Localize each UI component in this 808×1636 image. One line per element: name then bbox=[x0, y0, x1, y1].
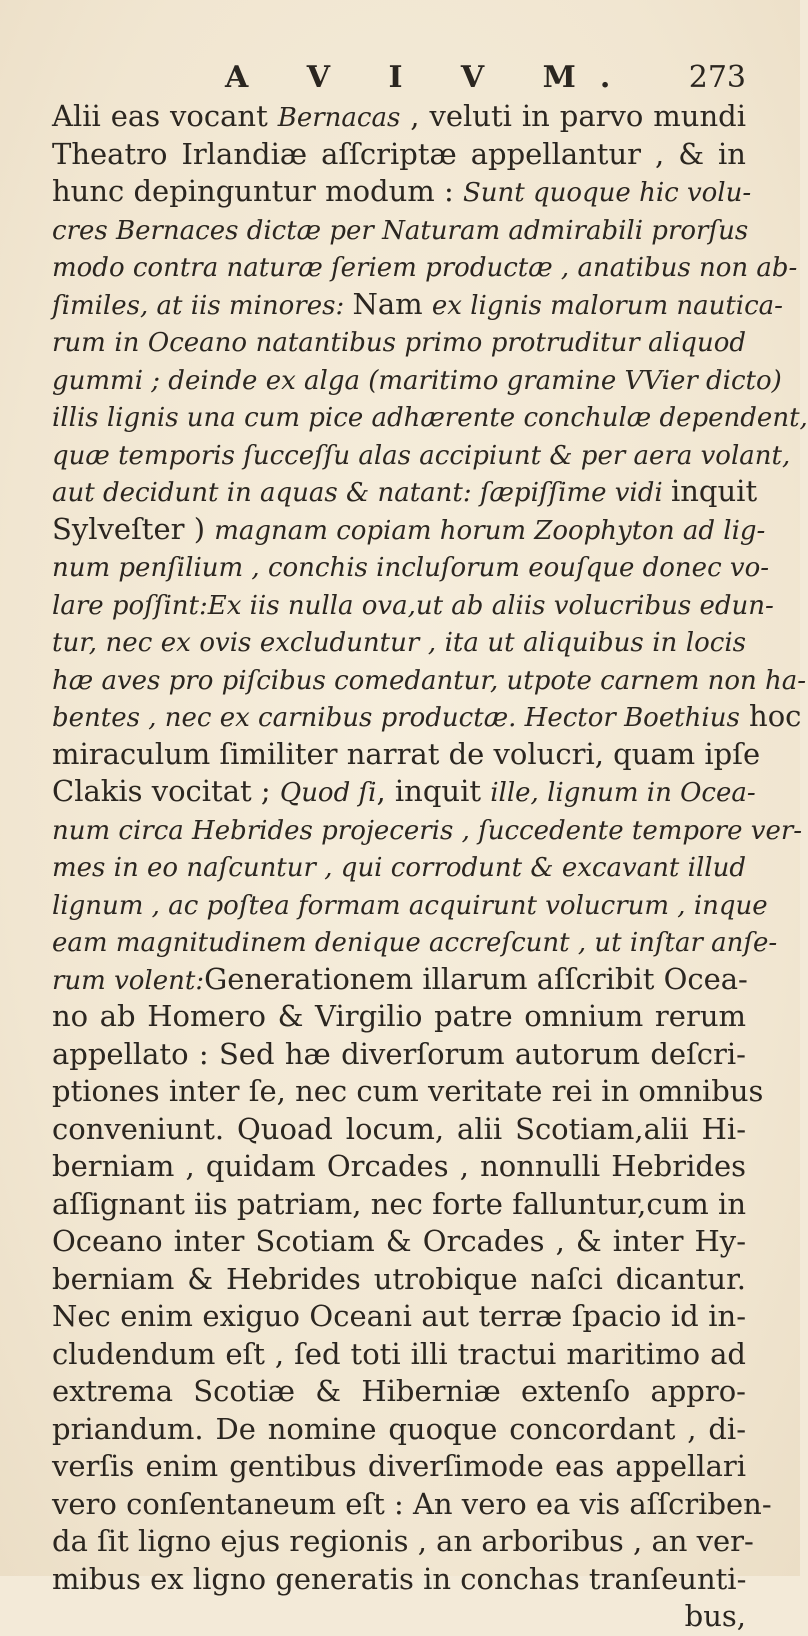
roman-text: priandum. De nomine quoque concordant , di- bbox=[52, 1411, 746, 1446]
text-line bbox=[52, 961, 746, 999]
roman-text: vero conſentaneum eſt : An vero ea vis aſſcriben- bbox=[52, 1486, 772, 1521]
text-line bbox=[52, 1411, 746, 1449]
text-line bbox=[52, 248, 798, 286]
italic-text: eam magnitudinem denique accreſcunt , ut inſtar anſe- bbox=[52, 928, 778, 958]
text-line bbox=[52, 1373, 746, 1411]
roman-text: ptiones inter ſe, nec cum veritate rei in omnibus bbox=[52, 1074, 764, 1108]
roman-text: conveniunt. Quoad locum, alii Scotiam,alii Hi- bbox=[52, 1111, 746, 1146]
italic-text: lignum , ac poſtea formam acquirunt volucrum , inque bbox=[52, 890, 768, 921]
text-line bbox=[52, 698, 802, 736]
roman-text: inquit bbox=[670, 474, 758, 508]
page-number: 273 bbox=[688, 60, 746, 95]
text-line bbox=[52, 1523, 754, 1561]
text-line bbox=[52, 1448, 746, 1486]
italic-text: ille, lignum in Ocea- bbox=[490, 778, 756, 808]
roman-text: Sylveſter ) bbox=[52, 511, 215, 546]
running-head bbox=[0, 60, 800, 100]
text-line bbox=[52, 773, 756, 811]
italic-text: bentes , nec ex carnibus productæ. Hector Boethius bbox=[52, 703, 740, 733]
italic-text: magnam copiam horum Zoophyton ad lig- bbox=[214, 515, 766, 546]
italic-text: rum volent: bbox=[52, 965, 205, 996]
italic-text: Sunt quoque hic volu- bbox=[462, 178, 752, 208]
text-line bbox=[52, 811, 803, 849]
italic-text: ſimiles, at iis minores: bbox=[52, 290, 353, 321]
text-line bbox=[52, 548, 770, 586]
italic-text: modo contra naturæ ſeriem productæ , anatibus non ab- bbox=[52, 253, 798, 283]
roman-text: , inquit bbox=[376, 774, 491, 808]
italic-text: lare poſſint:Ex iis nulla ova,ut ab aliis volucribus edun- bbox=[52, 590, 774, 621]
text-line bbox=[52, 1073, 764, 1111]
text-line bbox=[52, 661, 807, 699]
roman-text: verſis enim gentibus diverſimode eas appellari bbox=[52, 1449, 746, 1483]
text-line bbox=[52, 1111, 746, 1149]
italic-text: num penſilium , conchis incluſorum eouſque donec vo- bbox=[52, 553, 770, 583]
text-line bbox=[52, 886, 768, 924]
text-line bbox=[52, 1223, 746, 1261]
roman-text: bus, bbox=[684, 1599, 746, 1633]
roman-text: appellato : Sed hæ diverſorum autorum deſcri- bbox=[52, 1036, 746, 1071]
roman-text: Theatro Irlandiæ aſſcriptæ appellantur , & in bbox=[52, 136, 746, 171]
roman-text: Alii eas vocant bbox=[52, 99, 278, 133]
italic-text: gummi ; deinde ex alga (maritimo gramine VVier dicto) bbox=[52, 365, 782, 396]
roman-text: Generationem illarum aſſcribit Ocea- bbox=[204, 961, 748, 996]
text-line bbox=[52, 1336, 746, 1374]
italic-text: ex lignis malorum nautica- bbox=[431, 290, 783, 321]
italic-text: num circa Hebrides projeceris , ſuccedente tempore ver- bbox=[52, 815, 803, 846]
italic-text: rum in Oceano natantibus primo protruditur aliquod bbox=[52, 328, 746, 358]
text-line bbox=[52, 286, 783, 324]
italic-text: cres Bernaces dictæ per Naturam admirabili prorſus bbox=[52, 215, 749, 246]
italic-text: Quod ſi bbox=[279, 778, 377, 808]
roman-text: no ab Homero & Virgilio patre omnium rerum bbox=[52, 999, 746, 1033]
text-line bbox=[52, 923, 778, 961]
body-text bbox=[52, 98, 808, 1636]
roman-text: miraculum ſimiliter narrat de volucri, quam ipſe bbox=[52, 736, 761, 771]
text-line bbox=[52, 98, 746, 136]
text-line bbox=[52, 211, 749, 249]
running-title: A V I V M. bbox=[225, 60, 635, 95]
italic-text: hæ aves pro piſcibus comedantur, utpote carnem non ha- bbox=[52, 665, 807, 696]
italic-text: illis lignis una cum pice adhærente conchulæ dependent, bbox=[52, 403, 808, 433]
text-line bbox=[52, 1036, 746, 1074]
roman-text: Nam bbox=[352, 286, 432, 321]
text-line bbox=[52, 998, 746, 1036]
italic-text: tur, nec ex ovis excluduntur , ita ut aliquibus in locis bbox=[52, 628, 746, 658]
roman-text: berniam , quidam Orcades , nonnulli Hebrides bbox=[52, 1149, 746, 1183]
text-line bbox=[52, 1598, 746, 1636]
italic-text: Bernacas bbox=[277, 103, 401, 133]
text-line bbox=[52, 1561, 746, 1599]
roman-text: aſſignant iis patriam, nec forte falluntur,cum in bbox=[52, 1186, 746, 1221]
roman-text: Oceano inter Scotiam & Orcades , & inter Hy- bbox=[52, 1224, 746, 1258]
text-line bbox=[52, 1298, 746, 1336]
roman-text: hunc depinguntur modum : bbox=[52, 174, 463, 208]
roman-text: Clakis vocitat ; bbox=[52, 774, 280, 808]
roman-text: hoc bbox=[739, 699, 802, 733]
text-line bbox=[52, 848, 746, 886]
roman-text: berniam & Hebrides utrobique naſci dicantur. bbox=[52, 1261, 746, 1296]
italic-text: mes in eo naſcuntur , qui corrodunt & excavant illud bbox=[52, 853, 746, 883]
roman-text: extrema Scotiæ & Hiberniæ extenſo appro- bbox=[52, 1374, 746, 1408]
text-line bbox=[52, 1261, 746, 1299]
text-line bbox=[52, 361, 782, 399]
text-line bbox=[52, 1148, 746, 1186]
text-line bbox=[52, 586, 774, 624]
roman-text: cludendum eſt , ſed toti illi tractui maritimo ad bbox=[52, 1336, 746, 1371]
text-line bbox=[52, 436, 791, 474]
text-line bbox=[52, 1486, 772, 1524]
italic-text: aut decidunt in aquas & natant: ſæpiſſime vidi bbox=[52, 478, 671, 508]
italic-text: quæ temporis ſucceſſu alas accipiunt & per aera volant, bbox=[52, 440, 791, 471]
text-line bbox=[52, 623, 746, 661]
roman-text: da ſit ligno ejus regionis , an arboribus , an ver- bbox=[52, 1524, 754, 1558]
text-line bbox=[52, 136, 746, 174]
roman-text: mibus ex ligno generatis in conchas tranſeunti- bbox=[52, 1561, 747, 1596]
roman-text: Nec enim exiguo Oceani aut terræ ſpacio id in- bbox=[52, 1299, 746, 1333]
text-line bbox=[52, 511, 766, 549]
text-line bbox=[52, 473, 758, 511]
text-line bbox=[52, 1186, 746, 1224]
text-line bbox=[52, 736, 761, 774]
roman-text: , veluti in parvo mundi bbox=[400, 99, 746, 133]
text-line bbox=[52, 173, 752, 211]
text-line bbox=[52, 398, 808, 436]
text-line bbox=[52, 323, 746, 361]
